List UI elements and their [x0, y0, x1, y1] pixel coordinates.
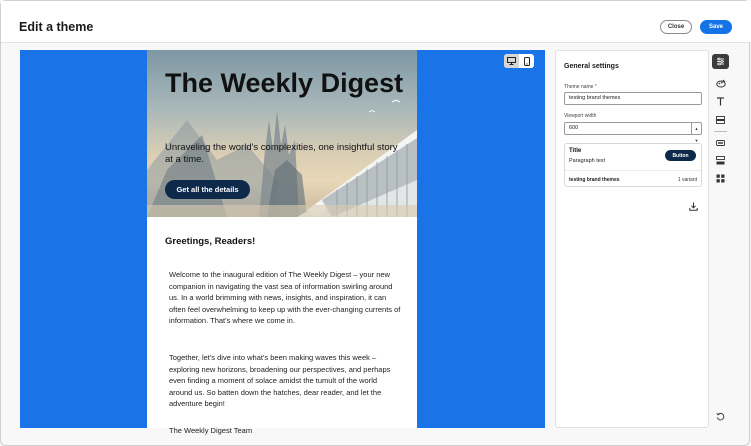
viewport-width-value: 600 [569, 125, 579, 131]
card-paragraph: Paragraph text [569, 158, 606, 164]
button-component-icon [716, 140, 725, 146]
color-palette-icon [716, 79, 726, 88]
rail-general-settings-button[interactable] [712, 54, 729, 69]
divider-component-icon [716, 156, 725, 165]
hero-subtitle: Unraveling the world's complexities, one insightful story at a time. [165, 142, 398, 165]
signature-paragraph: The Weekly Digest Team [169, 426, 253, 435]
preview-canvas [20, 50, 545, 435]
theme-name-label-text: Theme name [564, 84, 594, 90]
page-title: Edit a theme [19, 20, 94, 34]
rail-divider-component-button[interactable] [712, 153, 729, 168]
download-button[interactable] [689, 198, 698, 216]
rail-typography-button[interactable] [712, 94, 729, 109]
body-paragraph: Welcome to the inaugural edition of The Weekly Digest – your new companion in navigating the vast sea of information swirling around us. In a world brimming with news, insights, and inspiration, it can often feel overwhelming to keep up with the ever-changing currents of information. That's where we come in. [169, 270, 401, 325]
tool-rail [711, 50, 731, 428]
mobile-icon [524, 57, 530, 66]
general-settings-icon [716, 57, 725, 66]
save-button[interactable]: Save [700, 20, 732, 34]
theme-name-label [564, 84, 597, 90]
rail-grid-component-button[interactable] [712, 171, 729, 186]
card-variant-count: 1 variant [677, 177, 697, 183]
card-theme-name: testing brand themes [569, 177, 620, 183]
desktop-view-button[interactable] [504, 54, 519, 68]
greeting-heading: Greetings, Readers! [165, 236, 256, 247]
rail-reset-button[interactable] [712, 409, 729, 424]
rail-button-component-button[interactable] [712, 135, 729, 150]
header-bar [1, 1, 751, 43]
close-button[interactable]: Close [660, 20, 692, 34]
reset-icon [716, 412, 725, 421]
panel-title: General settings [564, 63, 619, 70]
theme-preview-card[interactable] [564, 143, 702, 187]
rail-divider [714, 131, 727, 132]
typography-icon [716, 97, 725, 106]
layout-icon [716, 116, 725, 124]
rail-layout-button[interactable] [712, 112, 729, 127]
desktop-icon [507, 57, 516, 65]
body-paragraph: Together, let's dive into what's been making waves this week – exploring new horizons, broadening our perspectives, and perhaps even finding a moment of solace amidst the tumult of the world around us. So batten down the hatches, dear reader, and let the adventure begin! [169, 353, 391, 408]
stepper-up-icon[interactable]: ▲ [692, 123, 701, 135]
rail-colors-button[interactable] [712, 76, 729, 91]
download-icon [689, 202, 698, 211]
required-mark: * [594, 84, 597, 90]
settings-panel [555, 50, 709, 428]
stepper-down-icon[interactable]: ▼ [694, 138, 699, 143]
viewport-width-label: Viewport width [564, 113, 597, 119]
card-divider [565, 170, 701, 171]
hero-cta-button[interactable]: Get all the details [165, 180, 250, 199]
view-mode-toggle [504, 54, 534, 68]
hero-section [147, 50, 417, 217]
card-sample-button: Button [665, 150, 696, 161]
email-preview [147, 50, 417, 435]
viewport-width-stepper [691, 123, 701, 143]
viewport-width-input[interactable] [564, 122, 702, 143]
theme-name-input[interactable]: testing brand themes [564, 92, 702, 105]
grid-component-icon [716, 174, 725, 183]
card-title: Title [569, 148, 582, 154]
hero-title: The Weekly Digest [165, 68, 404, 98]
mobile-view-button[interactable] [519, 54, 534, 68]
